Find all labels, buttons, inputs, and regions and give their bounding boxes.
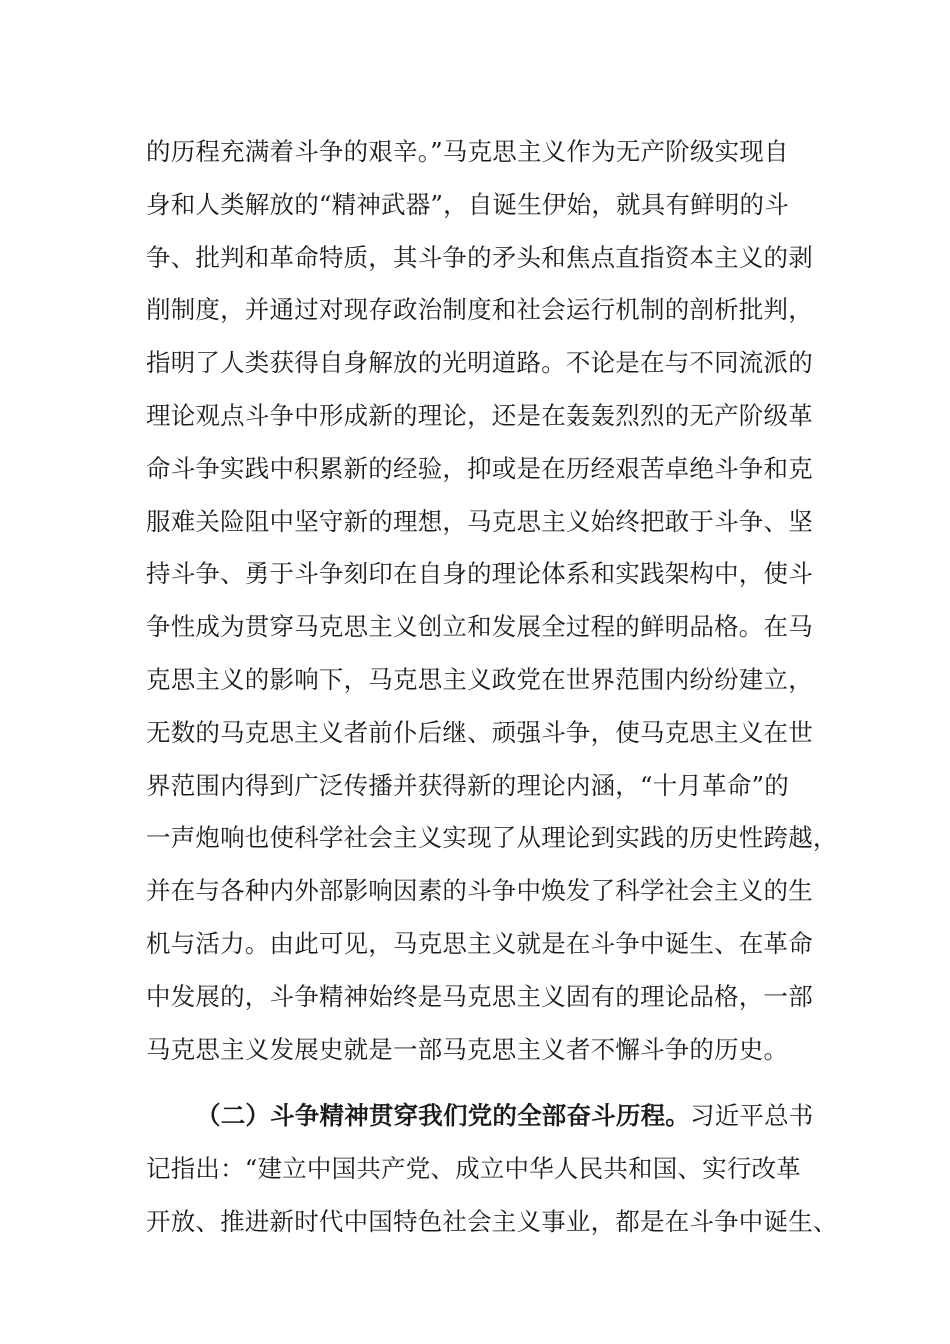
text-line: 争、批判和革命特质，其斗争的矛头和焦点直指资本主义的剥 <box>146 242 813 272</box>
paragraph-1 <box>146 126 838 1076</box>
text-line: 马克思主义发展史就是一部马克思主义者不懈斗争的历史。 <box>146 1034 789 1064</box>
text-line: 指明了人类获得自身解放的光明道路。不论是在与不同流派的 <box>146 348 813 378</box>
text-line: 持斗争、勇于斗争刻印在自身的理论体系和实践架构中，使斗 <box>146 559 813 589</box>
text-line: 削制度，并通过对现存政治制度和社会运行机制的剖析批判， <box>146 295 813 325</box>
text-line: 理论观点斗争中形成新的理论，还是在轰轰烈烈的无产阶级革 <box>146 400 813 430</box>
text-line: 开放、推进新时代中国特色社会主义事业，都是在斗争中诞生、 <box>146 1206 838 1236</box>
text-line: 一声炮响也使科学社会主义实现了从理论到实践的历史性跨越， <box>146 823 838 853</box>
section-heading: （二）斗争精神贯穿我们党的全部奋斗历程。 <box>196 1101 690 1131</box>
text-line: 机与活力。由此可见，马克思主义就是在斗争中诞生、在革命 <box>146 928 813 958</box>
text-line: 争性成为贯穿马克思主义创立和发展全过程的鲜明品格。在马 <box>146 612 813 642</box>
text-line: 界范围内得到广泛传播并获得新的理论内涵，“十月革命”的 <box>146 770 789 800</box>
text-line: 命斗争实践中积累新的经验，抑或是在历经艰苦卓绝斗争和克 <box>146 453 813 483</box>
text-line: 中发展的，斗争精神始终是马克思主义固有的理论品格，一部 <box>146 981 813 1011</box>
text-line: 身和人类解放的“精神武器”，自诞生伊始，就具有鲜明的斗 <box>146 189 789 219</box>
paragraph-first-line <box>146 1090 814 1143</box>
paragraph-2 <box>146 1090 838 1248</box>
text-line: 克思主义的影响下，马克思主义政党在世界范围内纷纷建立， <box>146 664 813 694</box>
text-line: 无数的马克思主义者前仆后继、顽强斗争，使马克思主义在世 <box>146 717 813 747</box>
text-line: 记指出：“建立中国共产党、成立中华人民共和国、实行改革 <box>146 1154 801 1184</box>
text-run: 习近平总书 <box>690 1101 814 1131</box>
text-line: 的历程充满着斗争的艰辛。”马克思主义作为无产阶级实现自 <box>146 137 789 166</box>
text-line: 并在与各种内外部影响因素的斗争中焕发了科学社会主义的生 <box>146 876 813 906</box>
text-line: 服难关险阻中坚守新的理想，马克思主义始终把敢于斗争、坚 <box>146 506 813 536</box>
document-body <box>146 126 838 1249</box>
